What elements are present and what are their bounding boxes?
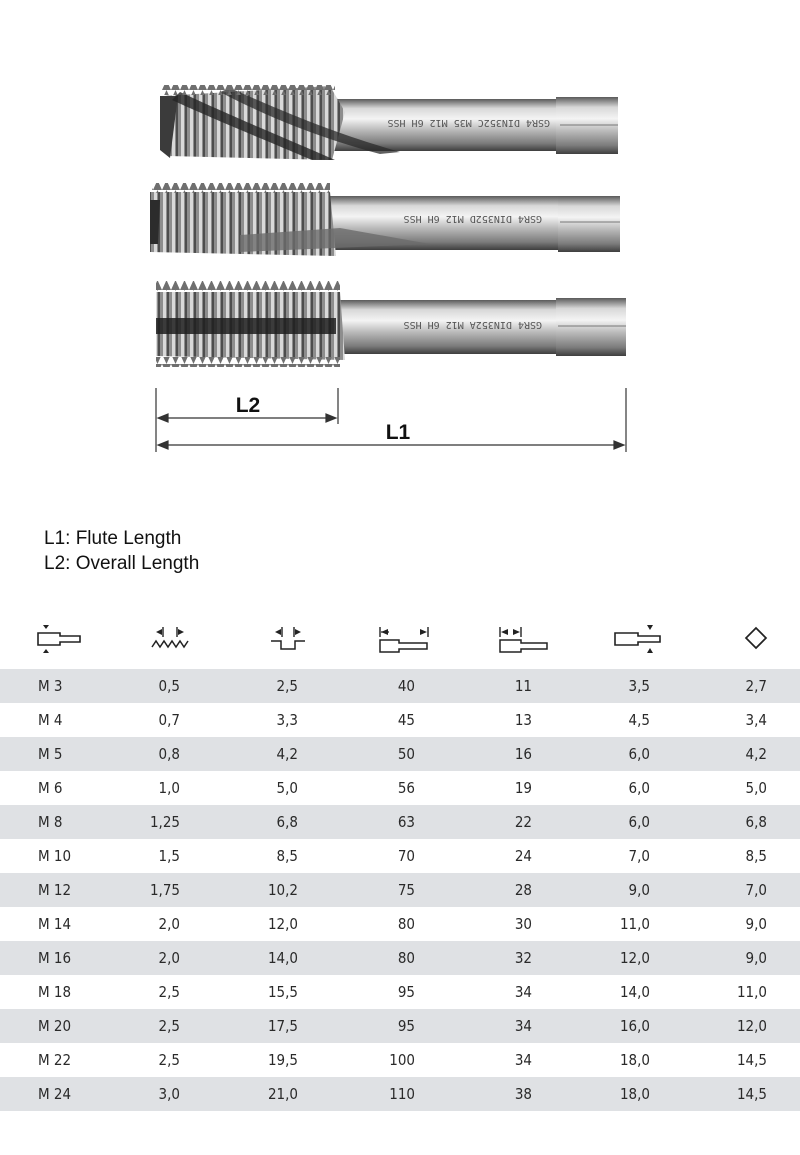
table-row — [0, 805, 800, 839]
cell-square: 14,5 — [736, 1085, 767, 1103]
cell-overall-length: 70 — [397, 847, 415, 865]
table-row — [0, 873, 800, 907]
cell-pitch: 3,0 — [158, 1085, 180, 1103]
cell-size: M 22 — [38, 1051, 72, 1069]
cell-thread-length: 30 — [514, 915, 532, 933]
cell-square: 3,4 — [745, 711, 767, 729]
cell-pitch: 2,0 — [158, 949, 180, 967]
legend-l1: L1: Flute Length — [44, 528, 182, 549]
cell-overall-length: 110 — [389, 1085, 415, 1103]
cell-core-drill: 10,2 — [267, 881, 298, 899]
cell-square: 2,7 — [745, 677, 767, 695]
cell-size: M 14 — [38, 915, 72, 933]
cell-core-drill: 15,5 — [267, 983, 298, 1001]
cell-pitch: 2,5 — [158, 1017, 180, 1035]
cell-shank-diameter: 12,0 — [619, 949, 650, 967]
straight-flute-tap — [156, 286, 626, 362]
cell-core-drill: 2,5 — [276, 677, 298, 695]
table-row — [0, 737, 800, 771]
table-row — [0, 907, 800, 941]
cell-size: M 5 — [38, 745, 63, 763]
table-header-icons — [0, 616, 800, 660]
spiral-point-tap — [150, 188, 620, 256]
cell-size: M 3 — [38, 677, 63, 695]
table-row — [0, 771, 800, 805]
cell-square: 8,5 — [745, 847, 767, 865]
cell-square: 7,0 — [745, 881, 767, 899]
cell-shank-diameter: 6,0 — [628, 745, 650, 763]
cell-thread-length: 32 — [514, 949, 532, 967]
table-row — [0, 941, 800, 975]
table-row — [0, 669, 800, 703]
table-row — [0, 1009, 800, 1043]
thread-diameter-icon — [30, 616, 90, 660]
tap1-imprint: GSR4 DIN352C M35 M12 6H HSS — [387, 117, 550, 128]
cell-overall-length: 95 — [397, 983, 415, 1001]
cell-overall-length: 45 — [397, 711, 415, 729]
cell-shank-diameter: 18,0 — [619, 1085, 650, 1103]
cell-size: M 20 — [38, 1017, 72, 1035]
tap-illustration — [0, 0, 800, 470]
dim-label-l2: L2 — [235, 394, 261, 417]
table-row — [0, 1077, 800, 1111]
cell-overall-length: 75 — [397, 881, 415, 899]
cell-size: M 24 — [38, 1085, 72, 1103]
cell-pitch: 2,5 — [158, 983, 180, 1001]
cell-pitch: 2,5 — [158, 1051, 180, 1069]
cell-size: M 6 — [38, 779, 63, 797]
cell-square: 9,0 — [745, 949, 767, 967]
cell-thread-length: 34 — [514, 1017, 532, 1035]
cell-core-drill: 19,5 — [267, 1051, 298, 1069]
cell-thread-length: 16 — [514, 745, 532, 763]
cell-core-drill: 17,5 — [267, 1017, 298, 1035]
cell-shank-diameter: 4,5 — [628, 711, 650, 729]
cell-size: M 4 — [38, 711, 63, 729]
cell-thread-length: 34 — [514, 1051, 532, 1069]
cell-overall-length: 56 — [397, 779, 415, 797]
cell-core-drill: 5,0 — [276, 779, 298, 797]
legend — [44, 526, 199, 576]
cell-pitch: 0,5 — [158, 677, 180, 695]
table-row — [0, 703, 800, 737]
cell-pitch: 1,5 — [158, 847, 180, 865]
table-row — [0, 975, 800, 1009]
cell-thread-length: 19 — [514, 779, 532, 797]
cell-core-drill: 12,0 — [267, 915, 298, 933]
cell-thread-length: 13 — [514, 711, 532, 729]
cell-shank-diameter: 16,0 — [619, 1017, 650, 1035]
cell-square: 12,0 — [736, 1017, 767, 1035]
cell-shank-diameter: 11,0 — [619, 915, 650, 933]
cell-thread-length: 11 — [514, 677, 532, 695]
cell-square: 5,0 — [745, 779, 767, 797]
cell-size: M 18 — [38, 983, 72, 1001]
cell-overall-length: 40 — [397, 677, 415, 695]
cell-thread-length: 38 — [514, 1085, 532, 1103]
cell-square: 6,8 — [745, 813, 767, 831]
spiral-flute-tap — [160, 86, 618, 160]
table-row — [0, 839, 800, 873]
cell-thread-length: 24 — [514, 847, 532, 865]
cell-overall-length: 50 — [397, 745, 415, 763]
cell-pitch: 1,75 — [149, 881, 180, 899]
cell-core-drill: 6,8 — [276, 813, 298, 831]
cell-shank-diameter: 9,0 — [628, 881, 650, 899]
cell-core-drill: 14,0 — [267, 949, 298, 967]
cell-shank-diameter: 7,0 — [628, 847, 650, 865]
overall-length-icon — [370, 616, 440, 660]
shank-diameter-icon — [605, 616, 675, 660]
dim-label-l1: L1 — [385, 421, 411, 444]
cell-shank-diameter: 14,0 — [619, 983, 650, 1001]
cell-shank-diameter: 18,0 — [619, 1051, 650, 1069]
cell-core-drill: 4,2 — [276, 745, 298, 763]
legend-l2: L2: Overall Length — [44, 553, 200, 574]
cell-pitch: 2,0 — [158, 915, 180, 933]
tap2-imprint: GSR4 DIN352D M12 6H HSS — [403, 213, 542, 224]
dimensions-table — [0, 669, 800, 1111]
cell-overall-length: 80 — [397, 915, 415, 933]
cell-square: 4,2 — [745, 745, 767, 763]
table-row — [0, 1043, 800, 1077]
cell-thread-length: 34 — [514, 983, 532, 1001]
thread-length-icon — [490, 616, 560, 660]
tap3-imprint: GSR4 DIN352A M12 6H HSS — [403, 319, 542, 330]
cell-core-drill: 3,3 — [276, 711, 298, 729]
cell-overall-length: 80 — [397, 949, 415, 967]
cell-pitch: 1,25 — [149, 813, 180, 831]
cell-pitch: 0,7 — [158, 711, 180, 729]
cell-size: M 10 — [38, 847, 72, 865]
cell-thread-length: 28 — [514, 881, 532, 899]
cell-overall-length: 100 — [389, 1051, 415, 1069]
cell-size: M 8 — [38, 813, 63, 831]
cell-shank-diameter: 6,0 — [628, 779, 650, 797]
cell-pitch: 0,8 — [158, 745, 180, 763]
square-icon — [726, 616, 786, 660]
thread-pitch-icon — [140, 616, 200, 660]
cell-size: M 16 — [38, 949, 72, 967]
cell-square: 11,0 — [736, 983, 767, 1001]
cell-square: 9,0 — [745, 915, 767, 933]
cell-core-drill: 8,5 — [276, 847, 298, 865]
cell-shank-diameter: 3,5 — [628, 677, 650, 695]
cell-core-drill: 21,0 — [267, 1085, 298, 1103]
cell-size: M 12 — [38, 881, 72, 899]
cell-square: 14,5 — [736, 1051, 767, 1069]
cell-shank-diameter: 6,0 — [628, 813, 650, 831]
cell-overall-length: 63 — [397, 813, 415, 831]
core-drill-icon — [258, 616, 318, 660]
cell-overall-length: 95 — [397, 1017, 415, 1035]
cell-pitch: 1,0 — [158, 779, 180, 797]
cell-thread-length: 22 — [514, 813, 532, 831]
